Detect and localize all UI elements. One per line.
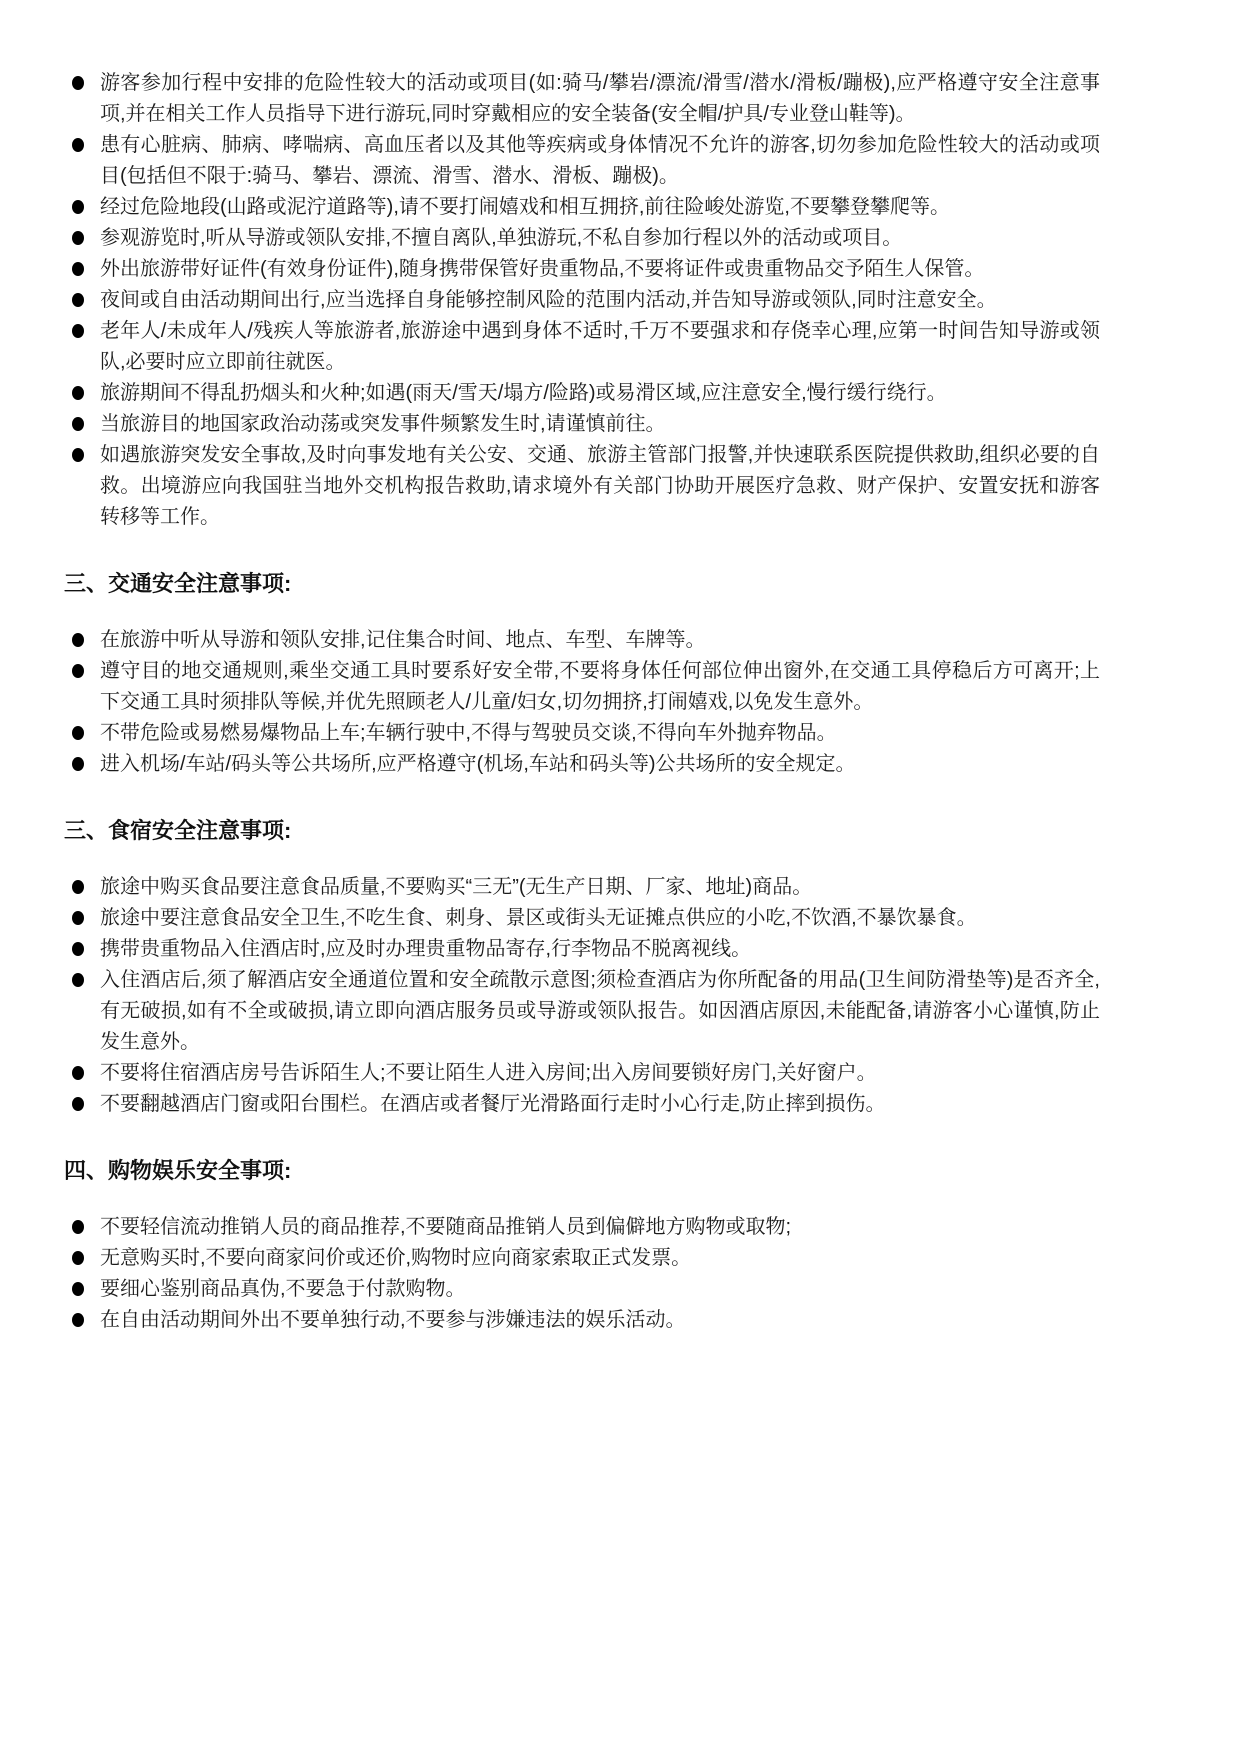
bullet-icon [72, 1313, 84, 1327]
list-item-text: 携带贵重物品入住酒店时,应及时办理贵重物品寄存,行李物品不脱离视线。 [100, 938, 752, 960]
list-item [64, 965, 1106, 1058]
bullet-icon [72, 911, 84, 925]
transport-safety-list [64, 625, 1106, 780]
list-item-text: 无意购买时,不要向商家问价或还价,购物时应向商家索取正式发票。 [100, 1247, 692, 1269]
list-item [64, 656, 1106, 718]
list-item [64, 1058, 1106, 1089]
list-item [64, 409, 1106, 440]
section-heading-transport-safety: 三、交通安全注意事项: [64, 571, 292, 596]
bullet-icon [72, 664, 84, 678]
list-item [64, 1243, 1106, 1274]
list-item-text: 入住酒店后,须了解酒店安全通道位置和安全疏散示意图;须检查酒店为你所配备的用品(卫生间防滑垫等)是否齐全,有无破损,如有不全或破损,请立即向酒店服务员或导游或领队报告。如因酒店原因,未能配备,请游客小心谨慎,防止发生意外。 [100, 969, 1100, 1053]
list-item [64, 1212, 1106, 1243]
food-lodging-safety-list [64, 872, 1106, 1120]
section-heading-shopping-entertainment-safety: 四、购物娱乐安全事项: [64, 1158, 292, 1183]
list-item [64, 223, 1106, 254]
list-item [64, 718, 1106, 749]
list-item-text: 进入机场/车站/码头等公共场所,应严格遵守(机场,车站和码头等)公共场所的安全规定。 [100, 753, 856, 775]
bullet-icon [72, 1066, 84, 1080]
bullet-icon [72, 1282, 84, 1296]
bullet-icon [72, 262, 84, 276]
bullet-icon [72, 324, 84, 338]
bullet-icon [72, 231, 84, 245]
list-item [64, 440, 1106, 533]
list-item-text: 不要翻越酒店门窗或阳台围栏。在酒店或者餐厅光滑路面行走时小心行走,防止摔到损伤。 [100, 1093, 886, 1115]
list-item [64, 68, 1106, 130]
list-item-text: 要细心鉴别商品真伪,不要急于付款购物。 [100, 1278, 466, 1300]
list-item [64, 130, 1106, 192]
bullet-icon [72, 1097, 84, 1111]
list-item-text: 游客参加行程中安排的危险性较大的活动或项目(如:骑马/攀岩/漂流/滑雪/潜水/滑板/蹦极),应严格遵守安全注意事项,并在相关工作人员指导下进行游玩,同时穿戴相应的安全装备(安全帽/护具/专业登山鞋等)。 [100, 72, 1100, 125]
bullet-icon [72, 942, 84, 956]
section-heading-food-lodging-safety: 三、食宿安全注意事项: [64, 818, 292, 843]
bullet-icon [72, 757, 84, 771]
list-item [64, 285, 1106, 316]
list-item-text: 在旅游中听从导游和领队安排,记住集合时间、地点、车型、车牌等。 [100, 629, 706, 651]
list-item [64, 1089, 1106, 1120]
bullet-icon [72, 138, 84, 152]
list-item-text: 旅游期间不得乱扔烟头和火种;如遇(雨天/雪天/塌方/险路)或易滑区域,应注意安全,慢行缓行绕行。 [100, 382, 947, 404]
list-item [64, 378, 1106, 409]
list-item [64, 1274, 1106, 1305]
bullet-icon [72, 726, 84, 740]
list-item-text: 如遇旅游突发安全事故,及时向事发地有关公安、交通、旅游主管部门报警,并快速联系医院提供救助,组织必要的自救。出境游应向我国驻当地外交机构报告救助,请求境外有关部门协助开展医疗急救、财产保护、安置安抚和游客转移等工作。 [100, 444, 1100, 528]
list-item-text: 不带危险或易燃易爆物品上车;车辆行驶中,不得与驾驶员交谈,不得向车外抛弃物品。 [100, 722, 837, 744]
bullet-icon [72, 973, 84, 987]
general-safety-list [64, 68, 1106, 533]
list-item [64, 625, 1106, 656]
list-item [64, 749, 1106, 780]
list-item-text: 当旅游目的地国家政治动荡或突发事件频繁发生时,请谨慎前往。 [100, 413, 666, 435]
bullet-icon [72, 1220, 84, 1234]
list-item-text: 经过危险地段(山路或泥泞道路等),请不要打闹嬉戏和相互拥挤,前往险峻处游览,不要攀登攀爬等。 [100, 196, 950, 218]
bullet-icon [72, 880, 84, 894]
bullet-icon [72, 76, 84, 90]
list-item-text: 旅途中购买食品要注意食品质量,不要购买“三无”(无生产日期、厂家、地址)商品。 [100, 876, 813, 898]
list-item-text: 外出旅游带好证件(有效身份证件),随身携带保管好贵重物品,不要将证件或贵重物品交予陌生人保管。 [100, 258, 985, 280]
list-item-text: 夜间或自由活动期间出行,应当选择自身能够控制风险的范围内活动,并告知导游或领队,同时注意安全。 [100, 289, 997, 311]
list-item [64, 1305, 1106, 1336]
list-item [64, 254, 1106, 285]
shopping-entertainment-safety-list [64, 1212, 1106, 1336]
list-item [64, 192, 1106, 223]
bullet-icon [72, 448, 84, 462]
list-item-text: 旅途中要注意食品安全卫生,不吃生食、刺身、景区或街头无证摊点供应的小吃,不饮酒,不暴饮暴食。 [100, 907, 977, 929]
list-item-text: 老年人/未成年人/残疾人等旅游者,旅游途中遇到身体不适时,千万不要强求和存侥幸心理,应第一时间告知导游或领队,必要时应立即前往就医。 [100, 320, 1100, 373]
list-item-text: 遵守目的地交通规则,乘坐交通工具时要系好安全带,不要将身体任何部位伸出窗外,在交通工具停稳后方可离开;上下交通工具时须排队等候,并优先照顾老人/儿童/妇女,切勿拥挤,打闹嬉戏,以免发生意外。 [100, 660, 1100, 713]
list-item [64, 934, 1106, 965]
list-item [64, 903, 1106, 934]
list-item [64, 316, 1106, 378]
list-item-text: 参观游览时,听从导游或领队安排,不擅自离队,单独游玩,不私自参加行程以外的活动或项目。 [100, 227, 903, 249]
bullet-icon [72, 293, 84, 307]
bullet-icon [72, 417, 84, 431]
bullet-icon [72, 633, 84, 647]
bullet-icon [72, 1251, 84, 1265]
list-item-text: 患有心脏病、肺病、哮喘病、高血压者以及其他等疾病或身体情况不允许的游客,切勿参加危险性较大的活动或项目(包括但不限于:骑马、攀岩、漂流、滑雪、潜水、滑板、蹦极)。 [100, 134, 1100, 187]
list-item-text: 不要将住宿酒店房号告诉陌生人;不要让陌生人进入房间;出入房间要锁好房门,关好窗户。 [100, 1062, 877, 1084]
bullet-icon [72, 386, 84, 400]
list-item-text: 不要轻信流动推销人员的商品推荐,不要随商品推销人员到偏僻地方购物或取物; [100, 1216, 792, 1238]
bullet-icon [72, 200, 84, 214]
list-item-text: 在自由活动期间外出不要单独行动,不要参与涉嫌违法的娱乐活动。 [100, 1309, 686, 1331]
list-item [64, 872, 1106, 903]
